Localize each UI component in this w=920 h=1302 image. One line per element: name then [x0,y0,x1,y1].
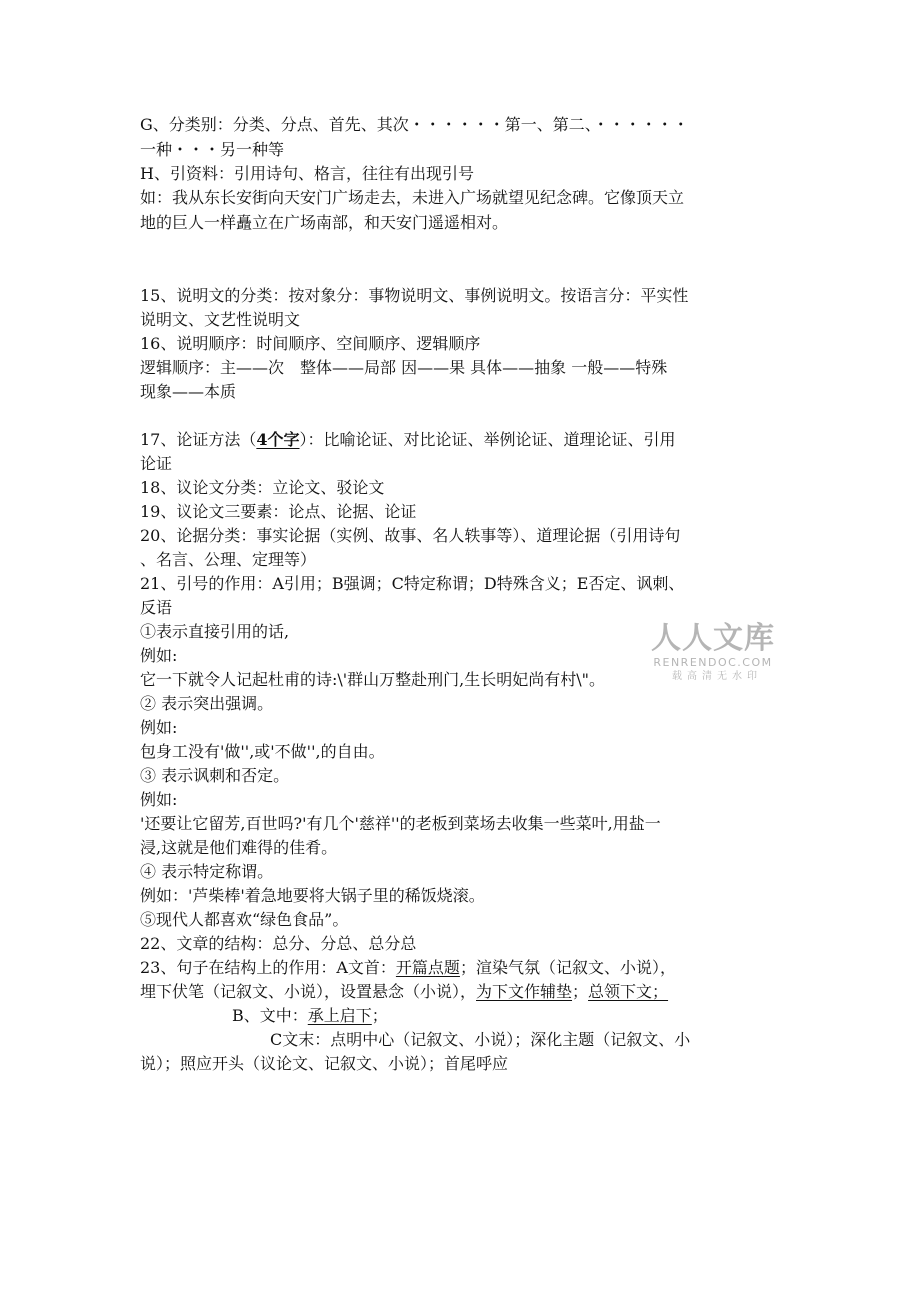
text-line-23: 23、句子在结构上的作用：A文首：开篇点题；渲染气氛（记叙文、小说）， [140,958,676,977]
text-line: 逻辑顺序：主——次 整体——局部 因——果 具体——抽象 一般——特殊 [140,358,668,377]
text-line: 地的巨人一样矗立在广场南部，和天安门遥遥相对。 [140,213,509,232]
text-line-23c: B、文中：承上启下； [232,1006,388,1025]
text-line: 包身工没有'做'',或'不做'',的自由。 [140,742,385,761]
text-line: 、名言、公理、定理等） [140,550,317,569]
text-line: ⑤现代人都喜欢“绿色食品”。 [140,910,349,929]
text-line: ①表示直接引用的话, [140,622,290,641]
underlined-phrase: 开篇点题 [395,958,460,977]
text-line: 22、文章的结构：总分、分总、总分总 [140,934,417,953]
text-line: 例如：'芦柴棒'着急地要将大锅子里的稀饭烧滚。 [140,886,485,905]
underlined-phrase: 为下文作辅垫 [476,982,573,1001]
text-line-23b: 埋下伏笔（记叙文、小说），设置悬念（小说），为下文作辅垫；总领下文； [140,982,669,1001]
text-line: 19、议论文三要素：论点、论据、论证 [140,502,417,521]
text-line: 16、说明顺序：时间顺序、空间顺序、逻辑顺序 [140,334,481,353]
text-line: 论证 [140,454,173,473]
watermark-site: RENRENDOC.COM [653,656,773,669]
text-line: ④ 表示特定称谓。 [140,862,274,881]
text-line: 反语 [140,598,173,617]
watermark-logo [648,622,778,684]
text-line: 例如: [140,790,178,809]
text-line: 它一下就令人记起杜甫的诗:\'群山万整赴刑门,生长明妃尚有村\"。 [140,670,606,689]
text-line-17: 17、论证方法（4个字）：比喻论证、对比论证、举例论证、道理论证、引用 [140,430,676,449]
text-line: ③ 表示讽刺和否定。 [140,766,290,785]
text-line: 15、说明文的分类：按对象分：事物说明文、事例说明文。按语言分：平实性 [140,286,689,305]
text-line: 浸,这就是他们难得的佳肴。 [140,838,338,857]
text-line: 例如: [140,718,178,737]
text-line: '还要让它留芳,百世吗?'有几个'慈祥''的老板到菜场去收集一些菜叶,用盐一 [140,814,661,833]
text-line: 说明文、文艺性说明文 [140,310,301,329]
watermark-note: 载高清无水印 [672,671,762,682]
text-line: 例如: [140,646,178,665]
underlined-phrase: 总领下文； [588,982,669,1001]
text-line: C文末：点明中心（记叙文、小说）；深化主题（记叙文、小 [270,1030,691,1049]
text-line: 现象——本质 [140,382,237,401]
text-line: 说）；照应开头（议论文、记叙文、小说）；首尾呼应 [140,1054,509,1073]
text-line: G、分类别：分类、分点、首先、其次・・・・・・第一、第二、・・・・・・ [140,115,689,134]
text-line: ② 表示突出强调。 [140,694,274,713]
underlined-phrase: 承上启下 [307,1006,372,1025]
text-line: 一种・・・另一种等 [140,140,285,159]
text-line: H、引资料：引用诗句、格言，往往有出现引号 [140,164,474,183]
watermark-title: 人人文库 [651,621,775,656]
text-line: 如：我从东长安街向天安门广场走去，未进入广场就望见纪念碑。它像顶天立 [140,188,685,207]
bold-underlined-phrase: 4个字 [256,430,300,449]
text-line: 18、议论文分类：立论文、驳论文 [140,478,385,497]
text-line: 20、论据分类：事实论据（实例、故事、名人轶事等）、道理论据（引用诗句 [140,526,681,545]
text-line: 21、引号的作用：A引用；B强调；C特定称谓；D特殊含义；E否定、讽刺、 [140,574,685,593]
